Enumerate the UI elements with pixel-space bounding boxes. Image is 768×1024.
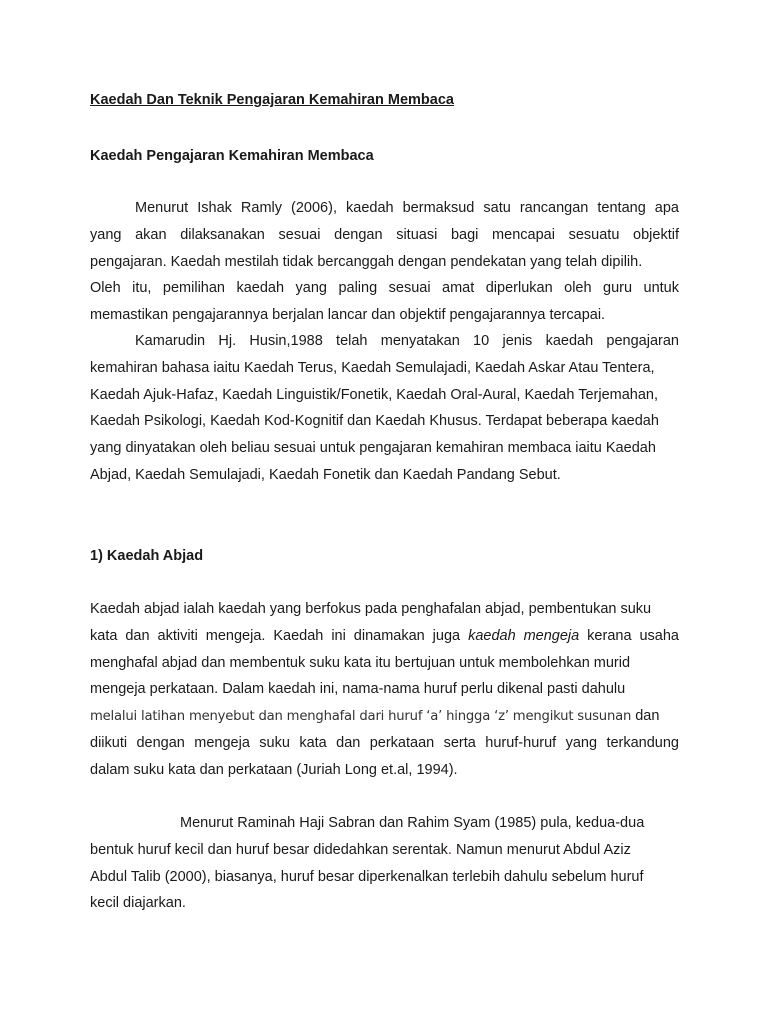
- text-line: menghafal abjad dan membentuk suku kata itu bertujuan untuk membolehkan murid: [90, 654, 631, 671]
- text-line: Abjad, Kaedah Semulajadi, Kaedah Fonetik dan Kaedah Pandang Sebut.: [90, 466, 561, 483]
- text-line: yang dinyatakan oleh beliau sesuai untuk pengajaran kemahiran membaca iaitu Kaedah: [90, 440, 656, 457]
- text-run: melalui latihan menyebut dan menghafal dari huruf ‘a’ hingga ‘z’ mengikut susunan: [90, 709, 632, 725]
- paragraph-kamarudin: [90, 328, 679, 489]
- text-line: [90, 703, 679, 730]
- text-run: kata dan aktiviti mengeja. Kaedah ini dinamakan juga: [90, 627, 469, 644]
- red-period: .: [447, 841, 452, 858]
- text-line: Kaedah abjad ialah kaedah yang berfokus pada penghafalan abjad, pembentukan suku: [90, 601, 652, 617]
- paragraph-ishak-ramly: [90, 195, 679, 329]
- text-line: Oleh itu, pemilihan kaedah yang paling sesuai amat diperlukan oleh guru untuk: [90, 280, 679, 297]
- text-line: diikuti dengan mengeja suku kata dan perkataan serta huruf-huruf yang terkandung: [90, 734, 679, 751]
- text-run: bentuk huruf kecil dan huruf besar didedahkan serentak: [90, 841, 448, 858]
- paragraph-raminah: [90, 810, 679, 917]
- text-line: dalam suku kata dan perkataan (Juriah Long et.al, 1994).: [90, 761, 458, 778]
- text-line: Abdul Talib (2000), biasanya, huruf besar diperkenalkan terlebih dahulu sebelum huruf: [90, 868, 644, 885]
- text-line: Menurut Ishak Ramly (2006), kaedah bermaksud satu rancangan tentang apa: [135, 200, 679, 216]
- document-title: Kaedah Dan Teknik Pengajaran Kemahiran Membaca: [90, 92, 454, 108]
- text-line: kemahiran bahasa iaitu Kaedah Terus, Kaedah Semulajadi, Kaedah Askar Atau Tentera,: [90, 359, 655, 376]
- text-line: [90, 837, 679, 864]
- text-line: Kamarudin Hj. Husin,1988 telah menyatakan 10 jenis kaedah pengajaran: [135, 333, 679, 349]
- section-heading-kaedah-abjad: 1) Kaedah Abjad: [90, 548, 204, 564]
- text-line: memastikan pengajarannya berjalan lancar dan objektif pengajarannya tercapai.: [90, 307, 606, 324]
- italic-term: kaedah mengeja: [468, 627, 580, 644]
- text-line: Kaedah Psikologi, Kaedah Kod-Kognitif dan Kaedah Khusus. Terdapat beberapa kaedah: [90, 413, 659, 430]
- text-line: [90, 623, 679, 650]
- section-heading-kaedah-pengajaran: Kaedah Pengajaran Kemahiran Membaca: [90, 148, 374, 164]
- text-run: kerana usaha: [579, 627, 679, 644]
- text-line: mengeja perkataan. Dalam kaedah ini, nama-nama huruf perlu dikenal pasti dahulu: [90, 681, 626, 698]
- text-run: Namun menurut Abdul Aziz: [451, 841, 631, 858]
- text-line: yang akan dilaksanakan sesuai dengan situasi bagi mencapai sesuatu objektif: [90, 226, 679, 243]
- text-run: dan: [631, 708, 660, 725]
- text-line: Menurut Raminah Haji Sabran dan Rahim Syam (1985) pula, kedua-dua: [180, 815, 645, 831]
- text-line: kecil diajarkan.: [90, 895, 186, 912]
- text-line: Kaedah Ajuk-Hafaz, Kaedah Linguistik/Fonetik, Kaedah Oral-Aural, Kaedah Terjemahan,: [90, 386, 658, 403]
- text-line: pengajaran. Kaedah mestilah tidak bercanggah dengan pendekatan yang telah dipilih.: [90, 253, 643, 270]
- paragraph-kaedah-abjad: [90, 596, 679, 784]
